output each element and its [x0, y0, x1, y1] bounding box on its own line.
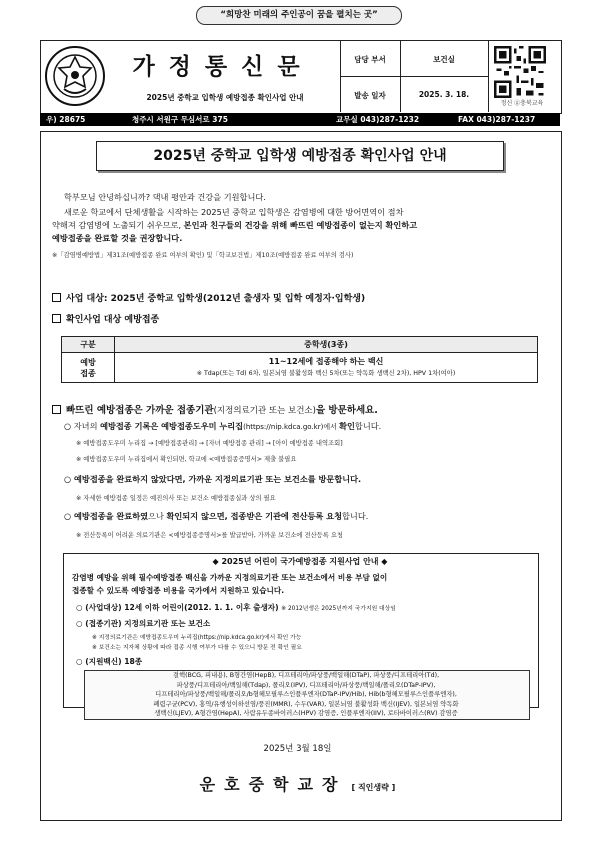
- intro-line-3: 예방접종을 완료할 것을 권장합니다.: [52, 233, 183, 243]
- newsletter-title: 가정통신문: [132, 53, 314, 80]
- visit-item-3: ○ 예방접종을 완료하였으나 확인되지 않으면, 접종받은 기관에 전산등록 요청합니다.: [64, 511, 369, 521]
- dept-label: 담당 부서: [354, 55, 386, 64]
- date-label: 발송 일자: [354, 91, 386, 100]
- intro-line-1: 새로운 학교에서 단체생활을 시작하는 2025년 중학교 입학생은 감염병에 대한 방어면역이 점차: [64, 207, 404, 217]
- support-vaccines-label: ○ (지원백신) 18종: [76, 657, 143, 666]
- principal-signature: 운호중학교장 [ 직인생략 ]: [199, 775, 396, 794]
- intro-line-2: 약해져 감염병에 노출되기 쉬우므로, 본인과 친구들의 건강을 위해 빠뜨린 예방접종이 없는지 확인하고: [52, 220, 418, 230]
- visit-item-1-note-2: ※ 예방접종도우미 누리집에서 확인되면, 학교에 <예방접종증명서> 제출 불필요: [76, 456, 297, 463]
- visit-item-2: ○ 예방접종을 완료하지 않았다면, 가까운 지정의료기관 또는 보건소를 방문합니다.: [64, 474, 362, 484]
- page-title: 2025년 중학교 입학생 예방접종 확인사업 안내: [96, 141, 504, 171]
- section-vaccines: 확인사업 대상 예방접종: [52, 312, 159, 325]
- table-row-content: 11~12세에 접종해야 하는 백신 ※ Tdap(또는 Td) 6차, 일본뇌염 불활성화 백신 5차(또는 약독화 생백신 2차), HPV 1차(여아): [115, 353, 538, 383]
- fax-number: FAX 043)287-1237: [458, 115, 536, 124]
- list-item: 디프테리아/파상풍/백일해/폴리오/b형헤모필루스인플루엔자(DTaP-IPV/Hib), Hib(b형헤모필루스인플루엔자),: [155, 691, 457, 698]
- vaccine-table: [61, 336, 538, 383]
- section-target: 사업 대상: 2025년 중학교 입학생(2012년 출생자 및 입학 예정자·입학생): [52, 291, 365, 304]
- support-inst-note-1: ※ 지정의료기관은 예방접종도우미 누리집(https://nip.kdca.go.kr)에서 확인 가능: [92, 635, 302, 641]
- support-target: ○ (사업대상) 12세 이하 어린이(2012. 1. 1. 이후 출생자) ※ 2012년생은 2025년까지 국가지원 대상임: [76, 603, 396, 612]
- legal-note: ※「감염병예방법」제31조(예방접종 완료 여부의 확인) 및「학교보건법」제10조(예방접종 완료 여부의 검사): [52, 252, 354, 259]
- list-item: 파상풍/디프테리아/백일해(Tdap), 폴리오(IPV), 디프테리아/파상풍/백일해/폴리오(DTaP-IPV),: [176, 681, 436, 689]
- visit-item-3-note: ※ 전산등록이 어려운 의료기관은 <예방접종증명서>를 발급받아, 가까운 보건소에 전산등록 요청: [76, 532, 343, 539]
- postal-code: 우) 28675: [46, 115, 86, 124]
- support-inst-note-2: ※ 보건소는 지자체 상황에 따라 접종 시행 여부가 다를 수 있으니 방문 전 확인 필요: [92, 645, 302, 651]
- school-address: 청주시 서원구 무심서로 375: [132, 115, 228, 124]
- school-emblem-logo: [44, 45, 106, 107]
- visit-item-2-note: ※ 자세한 예방접종 일정은 예진의사 또는 보건소 예방접종실과 상의 필요: [76, 495, 276, 502]
- support-institution: ○ (접종기관) 지정의료기관 또는 보건소: [76, 619, 211, 628]
- list-item: 폐렴구균(PCV), 홍역/유행성이하선염/풍진(MMR), 수두(VAR), 일본뇌염 불활성화 백신(IJEV), 일본뇌염 약독화: [153, 700, 459, 708]
- section-visit: 빠뜨린 예방접종은 가까운 접종기관(지정의료기관 또는 보건소)을 방문하세요.: [52, 402, 378, 416]
- support-intro-2: 접종할 수 있도록 예방접종 비용을 국가에서 지원하고 있습니다.: [72, 586, 285, 595]
- greeting: 학부모님 안녕하십니까? 댁내 평안과 건강을 기원합니다.: [64, 192, 266, 202]
- list-item: 생백신(LJEV), A형간염(HepA), 사람유두종바이러스(HPV) 감염증, 인플루엔자(IIV), 로타바이러스(RV) 감염증: [154, 710, 458, 717]
- qr-caption: 정신 ⓖ충북교육: [500, 100, 544, 107]
- support-vaccines-list: [84, 671, 528, 719]
- list-item: 결핵(BCG, 피내용), B형간염(HepB), 디프테리아/파상풍/백일해(DTaP), 파상풍/디프테리아(Td),: [172, 672, 440, 679]
- visit-item-1-note-1: ※ 예방접종도우미 누리집 → [예방접종관리] → [자녀 예방접종 관리] → [아이 예방접종 내역조회]: [76, 440, 343, 447]
- school-slogan: “희망찬 미래의 주인공이 꿈을 펼치는 곳”: [196, 6, 402, 25]
- address-bar: [40, 113, 560, 126]
- qr-code-icon[interactable]: [494, 46, 546, 98]
- office-phone: 교무실 043)287-1232: [336, 115, 420, 124]
- table-head-middle-school: 중학생(3종): [115, 337, 538, 353]
- issue-date: 2025년 3월 18일: [263, 744, 332, 754]
- support-title: ◆ 2025년 어린이 국가예방접종 지원사업 안내 ◆: [212, 557, 388, 566]
- date-value: 2025. 3. 18.: [418, 90, 470, 99]
- visit-item-1: ○ 자녀의 예방접종 기록은 예방접종도우미 누리집(https://nip.kdca.go.kr)에서 확인합니다.: [64, 421, 382, 431]
- table-row-label: 예방 접종: [62, 353, 115, 383]
- dept-value: 보건실: [433, 55, 455, 64]
- newsletter-subtitle: 2025년 중학교 입학생 예방접종 확인사업 안내: [146, 93, 304, 102]
- table-head-category: 구분: [62, 337, 115, 353]
- support-intro-1: 감염병 예방을 위해 필수예방접종 백신을 가까운 지정의료기관 또는 보건소에서 비용 부담 없이: [72, 573, 388, 582]
